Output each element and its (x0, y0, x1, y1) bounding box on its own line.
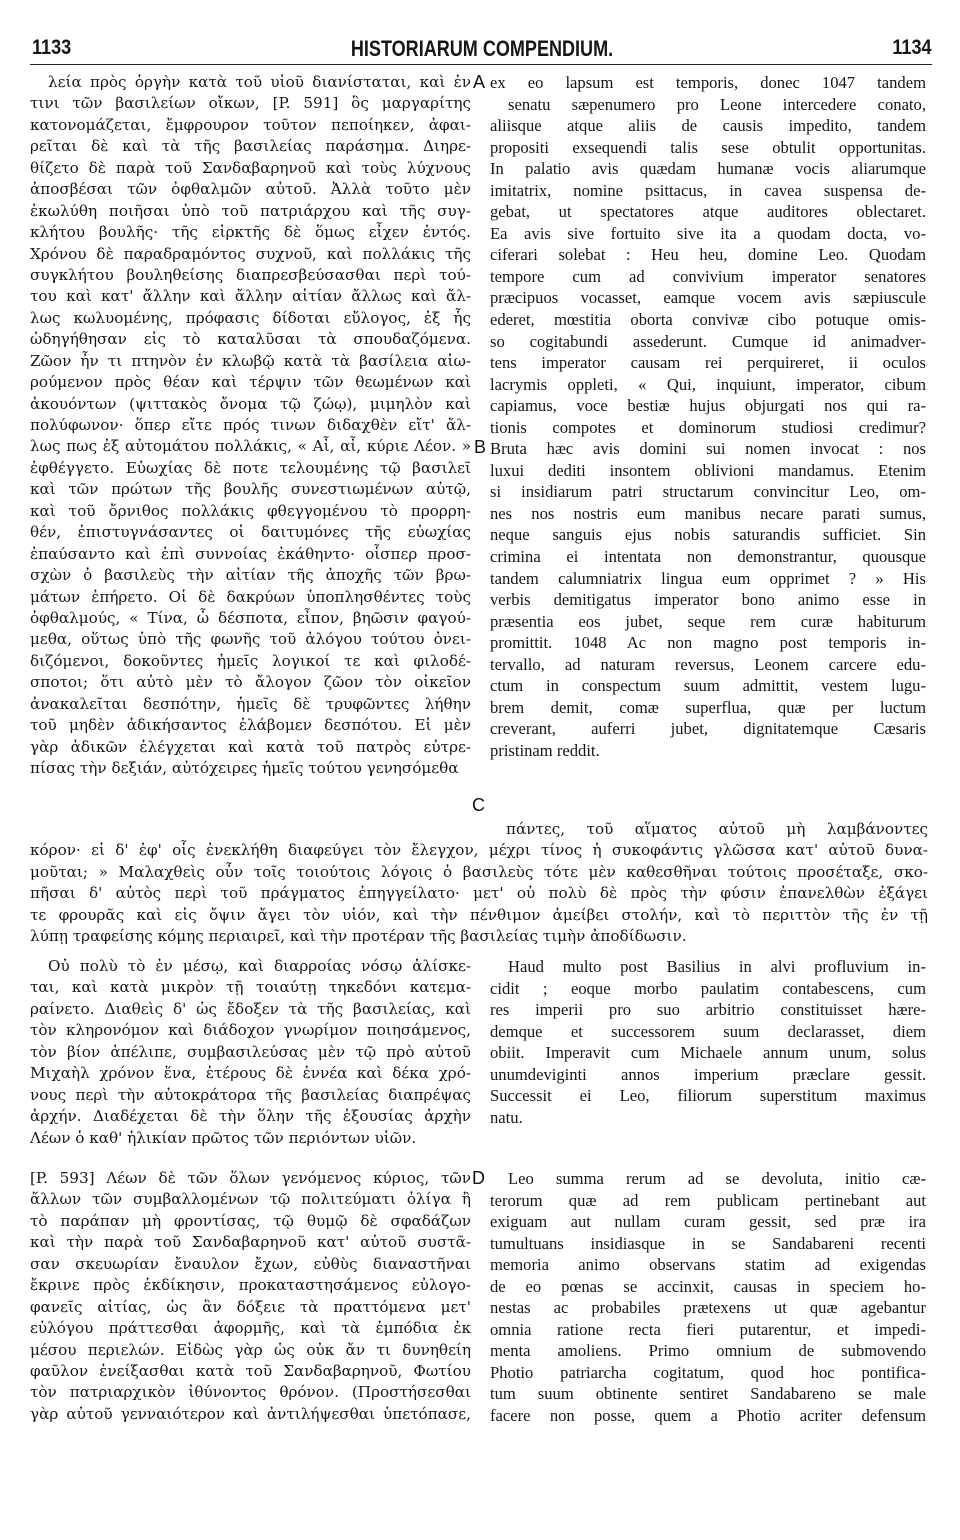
greek-top-line: πολύφωνον· ὅπερ εἴτε πρός τινων διδαχθὲν εἴτ' ἄλ- (30, 416, 471, 434)
greek-mid-line: ραίνετο. Διαθεὶς δ' ὡς ἔδοξεν τὰ τῆς βασιλείας, καὶ (30, 999, 471, 1018)
latin-top-line: gebat, ut spectatores atque auditores oblectaret. (490, 202, 926, 222)
latin-column-middle (490, 956, 926, 1128)
latin-bottom-line: Leo summa rerum ad se devoluta, initio cæ- (508, 1169, 926, 1188)
latin-top-line: ederet, mœstitia oborta convivæ cibo potuque omis- (490, 310, 926, 330)
latin-top-line: luxui dediti insontem oblivioni mandamus. Etenim (490, 460, 926, 480)
latin-bottom-line: nestas ac probabiles prætexens ut quæ agebantur (490, 1298, 926, 1318)
greek-mid-line: νους περὶ τὴν αὐτοκράτορα τῆς βασιλείας διαπρέψας (30, 1085, 471, 1104)
greek-full-line: κόρον· εἰ δ' ἐφ' οἷς ἐνεκλήθη διαφεύγει τὸν ἔλεγχον, μέχρι τίνος ἡ συκοφάντις γλῶσσα κατ' αὐτοῦ δυνα- (30, 841, 928, 860)
greek-mid-line: ται, καὶ κατὰ μικρὸν τῇ τοιαύτῃ τηκεδόνι κατεμα- (30, 978, 471, 997)
page-number-left: 1133 (32, 36, 72, 59)
greek-top-line: ἀποσβέσαι τῶν ὀφθαλμῶν αὐτοῦ. Ἀλλὰ τοῦτο μὲν (30, 180, 471, 199)
running-header (32, 36, 932, 64)
latin-top-line: ciferari solebat : Heu heu, domine Leo. Quodam (490, 245, 926, 265)
latin-top-line: crimina ei intentata non demonstrantur, quousque (490, 547, 926, 567)
greek-bottom-line: ἄλλων τῶν συμβαλλομένων τῷ πολιτεύματι ὀλίγα ἢ (30, 1190, 471, 1209)
greek-top-line: λεία πρὸς ὀργὴν κατὰ τοῦ υἱοῦ διανίσταται, καὶ ἐν (48, 73, 471, 91)
latin-top-line: Ea avis sive fortuito sive ita a quodam docta, vo- (490, 223, 926, 243)
latin-top-line: nes nos nostris eum manibus necare parati sumus, (490, 503, 926, 523)
greek-top-line: κλήτου βουλῆς· τῆς εἱρκτῆς δὲ ὅμως εἶχεν ἐντός. (30, 223, 471, 242)
greek-top-line: ρούμενον πρὸς θέαν καὶ τέρψιν τῶν θεωμένων καὶ (30, 373, 471, 392)
latin-bottom-line: memoria animo observans statim ad exigendas (490, 1255, 926, 1275)
greek-top-line: ρεῖται δὲ καὶ τὰ τῆς βασιλείας παράσημα. Διηρε- (30, 137, 471, 156)
greek-top-line: διζόμενοι, δοκοῦντες ἡμεῖς λογικοί τε καὶ φιλοδέ- (30, 651, 471, 670)
greek-top-line: μεθα, οὕτως ὑπὸ τῆς φωνῆς τοῦ ἀλόγου τούτου ὀνει- (30, 630, 471, 649)
margin-letter-b: B (474, 437, 487, 457)
latin-bottom-line: facere non posse, quem a Photio acriter defensum (490, 1406, 926, 1426)
margin-letter-c: C (472, 795, 485, 815)
latin-top-line: ex eo lapsum est temporis, donec 1047 tandem (490, 73, 926, 92)
greek-full-width (30, 819, 928, 947)
greek-bottom-line: σαν σκευωρίαν ἔναυλον ἔχων, εὐθὺς διαναστῆναι (30, 1254, 471, 1273)
greek-bottom-line: τὸ παράπαν μὴ φροντίσας, τῷ θυμῷ δὲ σφαδάζων (30, 1211, 471, 1230)
greek-full-line: πάντες, τοῦ αἵματος αὐτοῦ μὴ λαμβάνοντες (506, 820, 928, 838)
greek-top-line: ἐπαύσαντο καὶ ἐπὶ συννοίας ἐκάθηντο· οἷσπερ προσ- (30, 544, 471, 563)
greek-bottom-line: φαῦλον ἐνείξασθαι κατὰ τοῦ Σανδαβαρηνοῦ, Φωτίου (30, 1361, 471, 1380)
greek-top-line: μάτων ἐπήρετο. Οἱ δὲ δακρύων ὑποπλησθέντες τοὺς (30, 587, 471, 606)
greek-bottom-line: φανεῖς αἰτίας, ὡς ἂν δόξειε τὰ πραττόμενα μετ' (30, 1297, 471, 1316)
latin-top-line: propositi exsequendi talis sese obtulit opportunitas. (490, 137, 926, 157)
greek-top-line: ἐκωλύθη ποιῆσαι ὑπὸ τοῦ πατριάρχου καὶ τῆς συγ- (30, 201, 471, 220)
latin-mid-line: cidit ; eoque morbo paulatim contabescens, cum (490, 978, 926, 998)
greek-top-line: κατονομάζεται, ἔμφρουρον τοῦτον πεποίηκεν, ἀφαι- (30, 115, 471, 134)
latin-mid-line: obiit. Imperavit cum Michaele annum unum, solus (490, 1043, 926, 1063)
greek-top-line: ἀκουόντων (ψιττακὸς ὄνομα τῷ ζώῳ), μιμηλὸν καὶ (30, 394, 471, 413)
greek-column-bottom (30, 1168, 471, 1425)
greek-mid-line: ἀρχήν. Διαδέχεται δὲ τὴν ὅλην τῆς ἐξουσίας ἀρχὴν (30, 1107, 471, 1126)
greek-top-line: λως κωλυομένης, πρόφασις δίδοται εὔλογος, ἐξ ἧς (30, 308, 471, 327)
greek-bottom-line: ἔκρινε πρὸς ἐκδίκησιν, προκαταστησάμενος εὐλογο- (30, 1276, 471, 1295)
latin-top-line: si insidiarum patri structarum convincitur Leo, om- (490, 482, 926, 502)
greek-top-line: τοῦ μηδὲν ἀδικήσαντος ἐλάβομεν δεσπότου. Εἰ μὲν (30, 716, 471, 735)
greek-bottom-line: εὐλόγου πράττεσθαι ἀφορμῆς, καὶ τὰ ἐμπόδια ἐκ (30, 1319, 471, 1338)
latin-top-line: capiamus, voce bestiæ hujus objurgati nos qui ra- (490, 396, 926, 416)
greek-mid-line: Μιχαὴλ χρόνον ἕνα, ἑτέρους δὲ ἐννέα καὶ δέκα χρό- (30, 1064, 471, 1083)
greek-top-line: γὰρ ἀδικῶν ἐλέγχεται καὶ κατὰ τοῦ πατρὸς εὐτρε- (30, 737, 471, 756)
latin-top-line: promittit. 1048 Ac non magno post temporis in- (490, 633, 926, 653)
greek-mid-line: τὸν κληρονόμον καὶ διάδοχον γνωρίμον ποιησάμενος, (30, 1021, 471, 1040)
latin-top-line: tandem calumniatrix lingua eum opprimet ? » His (490, 568, 926, 588)
latin-top-line: præsentia eos jubet, seque rem curæ habiturum (490, 611, 926, 631)
greek-top-line: θίζετο δὲ παρὰ τοῦ Σανδαβαρηνοῦ καὶ τοὺς λύχνους (30, 158, 471, 177)
greek-mid-line: τὸν βίον ἀπέλιπε, συμβασιλεύσας μὲν τῷ πρὸ αὐτοῦ (30, 1042, 471, 1061)
greek-top-line: λως πως ἐξ αὐτομάτου πολλάκις, « Αἶ, αἶ, κύριε Λέον. » (30, 437, 471, 456)
latin-mid-line: Successit ei Leo, filiorum superstitum maximus (490, 1086, 926, 1106)
greek-top-line: Χρόνου δὲ παραδραμόντος συχνοῦ, καὶ πολλάκις τῆς (30, 244, 471, 263)
greek-full-line: πῆσαι δ' αὐτὸς περὶ τοῦ πράγματος ἐπηγγείλατο· μετ' οὐ πολὺ δὲ πρὸς τὴν φύσιν ἐπανελθὼν ἐξάγει (30, 884, 928, 903)
header-rule (30, 64, 932, 65)
latin-top-line: Bruta hæc avis domini sui nomen invocat : nos (490, 439, 926, 459)
greek-top-line: ὡδηγήθησαν εἰς τὸ καταλῦσαι τὰ σπουδαζόμενα. (30, 330, 471, 349)
greek-mid-line: Λέων ὁ καθ' ἡλικίαν πρῶτος τῶν περιόντων υἱῶν. (30, 1128, 417, 1147)
margin-letter-d: D (472, 1168, 485, 1188)
greek-top-line: σποτοι; ὅτι αὐτὸ μὲν τὸ ἄλογον ζῶον τὸν οἰκεῖον (30, 673, 471, 692)
greek-full-line: τε φρουρᾶς καὶ εἰς ὄψιν ἄγει τὸν υἱόν, καὶ τὴν πένθιμον ἀμείβει στολήν, καὶ τὸ περιττὸν τῆς ἐν τῇ (30, 905, 928, 924)
latin-bottom-line: Photio patriarcha cogitatum, quod hoc pontifica- (490, 1362, 926, 1382)
latin-mid-line: Haud multo post Basilius in alvi profluvium in- (508, 957, 926, 976)
greek-top-line: του καὶ κατ' ἄλλην καὶ ἄλλην αἰτίαν ἄλλως καὶ ἄλ- (30, 287, 471, 306)
latin-bottom-line: tumultuans insidiasque in se Sandabareni recenti (490, 1233, 926, 1253)
greek-top-line: θέν, ἐπιστυγνάσαντες οἱ δαιτυμόνες τῆς εὐωχίας (30, 523, 471, 542)
greek-bottom-line: τὸν πατριαρχικὸν ἰθύνοντος θρόνον. (Προστήσεσθαι (30, 1383, 471, 1402)
greek-bottom-line: [P. 593] Λέων δὲ τῶν ὅλων γενόμενος κύριος, τῶν (30, 1169, 471, 1187)
latin-mid-line: demque et successorem suum declarasset, diem (490, 1021, 926, 1041)
latin-top-line: brem demit, comæ superflua, quæ per luctum (490, 697, 926, 717)
latin-top-line: imitatrix, nomine psittacus, in cavea suspensa de- (490, 180, 926, 200)
greek-top-line: συγκλήτου βουληθείσης διαπρεσβεύσασθαι περὶ τού- (30, 265, 471, 284)
latin-top-line: præcipuos vocasset, eamque vocem avis sæpiuscule (490, 288, 926, 308)
latin-bottom-line: de eo pœnas se accinxit, causas in speciem ho- (490, 1276, 926, 1296)
greek-top-line: πίσας τὴν δεξιάν, αὐτόχειρες ἡμεῖς τούτου γενησόμεθα (30, 759, 459, 777)
greek-top-line: καὶ τῶν πρώτων τῆς βουλῆς συνεστιωμένων αὐτῷ, (30, 480, 471, 499)
greek-top-line: καὶ τοῦ ὄρνιθος πολλάκις φθεγγομένου τὸ προρρη- (30, 501, 471, 520)
greek-mid-line: Οὐ πολὺ τὸ ἐν μέσῳ, καὶ διαρροίας νόσῳ ἁλίσκε- (48, 957, 471, 975)
latin-top-line: aliisque atque aliis de causis impedito, tandem (490, 116, 926, 136)
greek-top-line: ἐφθέγγετο. Εὐωχίας δὲ ποτε τελουμένης τῷ βασιλεῖ (30, 458, 471, 477)
greek-top-line: σχὼν ὁ βασιλεὺς τὴν αἰτίαν τῆς ἀποχῆς τῶν βρω- (30, 566, 471, 585)
latin-mid-line: res imperii pro suo arbitrio constituisset hære- (490, 1000, 926, 1020)
latin-bottom-line: menta amoliens. Primo omnium de submovendo (490, 1341, 926, 1361)
greek-top-line: Ζῶον ἦν τι πτηνὸν ἐν κλωβῷ κατὰ τὰ βασίλεια αἰω- (30, 351, 471, 370)
latin-bottom-line: terorum quæ ad rem publicam pertinebant aut (490, 1190, 926, 1210)
latin-top-line: neque sanguis ejus nobis saturandis sufficiet. Sin (490, 525, 926, 545)
latin-mid-line: natu. (490, 1107, 523, 1127)
greek-full-line: μοῦται; » Μαλαχθεὶς οὖν τοῖς τοιούτοις λόγοις ὁ βασιλεὺς τότε μὲν καθεσθῆναι τούτοις προσέταξε, σκο- (30, 862, 928, 881)
latin-top-line: tempore cum ad convivium imperator senatores (490, 266, 926, 286)
latin-bottom-line: omnia ratione recta fieri putarentur, et impedi- (490, 1319, 926, 1339)
latin-top-line: tens imperator causam rei perquireret, ii oculos (490, 353, 926, 373)
latin-top-line: ctum in conspectum suum admittit, vestem lugu- (490, 676, 926, 696)
latin-top-line: so cogitabundi assederunt. Cumque id animadver- (490, 331, 926, 351)
latin-top-line: verbis demitigatus imperator bono animo esse in (490, 590, 926, 610)
greek-column-top (30, 72, 471, 779)
greek-top-line: ἀνακαλεῖται δεσπότην, ἡμεῖς δὲ τρυφῶντες λήθην (30, 694, 471, 713)
latin-bottom-line: exiguam aut nullam curam gessit, sed præ ira (490, 1212, 926, 1232)
greek-full-line: λύπῃ τραφείσης κόμης περιαιρεῖ, καὶ τὴν προτέραν τῆς βασιλείας τιμὴν ἀποδίδωσιν. (30, 926, 687, 945)
greek-bottom-line: μέσου περιελών. Εἰδὼς γὰρ ὡς οὐκ ἄν τι δυνηθείη (30, 1340, 471, 1359)
latin-top-line: In palatio avis quædam humanæ vocis aliarumque (490, 159, 926, 179)
greek-bottom-line: γὰρ αὐτοῦ γενναιότερον καὶ ἀντιλήψεσθαι ὑπετόπασε, (30, 1404, 471, 1423)
latin-top-line: creverant, auferri jubet, dignitatemque Cæsaris (490, 719, 926, 739)
latin-top-line: senatu sæpenumero pro Leone intercedere conato, (508, 94, 926, 114)
latin-top-line: lacrymis oppleti, « Qui, inquiunt, imperator, cibum (490, 374, 926, 394)
running-title: HISTORIARUM COMPENDIUM. (350, 36, 614, 61)
greek-top-line: τινι τῶν βασιλείων οἴκων, [P. 591] ὃς μαργαρίτης (30, 94, 471, 113)
greek-top-line: ὀφθαλμούς, « Τίνα, ὦ δέσποτα, εἶπον, βηῶσιν φαγού- (30, 608, 471, 627)
page-number-right: 1134 (892, 36, 932, 59)
latin-top-line: tervallo, ad naturam reversus, Leonem carcere edu- (490, 654, 926, 674)
latin-top-line: tionis compotes et dominorum studiosi credimur? (490, 417, 926, 437)
latin-top-line: pristinam reddit. (490, 740, 600, 760)
latin-column-top (490, 72, 926, 762)
greek-bottom-line: καὶ τὴν παρὰ τοῦ Σανδαβαρηνοῦ κατ' αὐτοῦ συστᾶ- (30, 1233, 471, 1252)
margin-letter-a: A (473, 72, 486, 92)
latin-mid-line: unumdeviginti annos imperium præclare gessit. (490, 1064, 926, 1084)
greek-column-middle (30, 956, 471, 1149)
latin-column-bottom (490, 1168, 926, 1427)
latin-bottom-line: tum suum obtinente sentiret Sandabareno se male (490, 1384, 926, 1404)
